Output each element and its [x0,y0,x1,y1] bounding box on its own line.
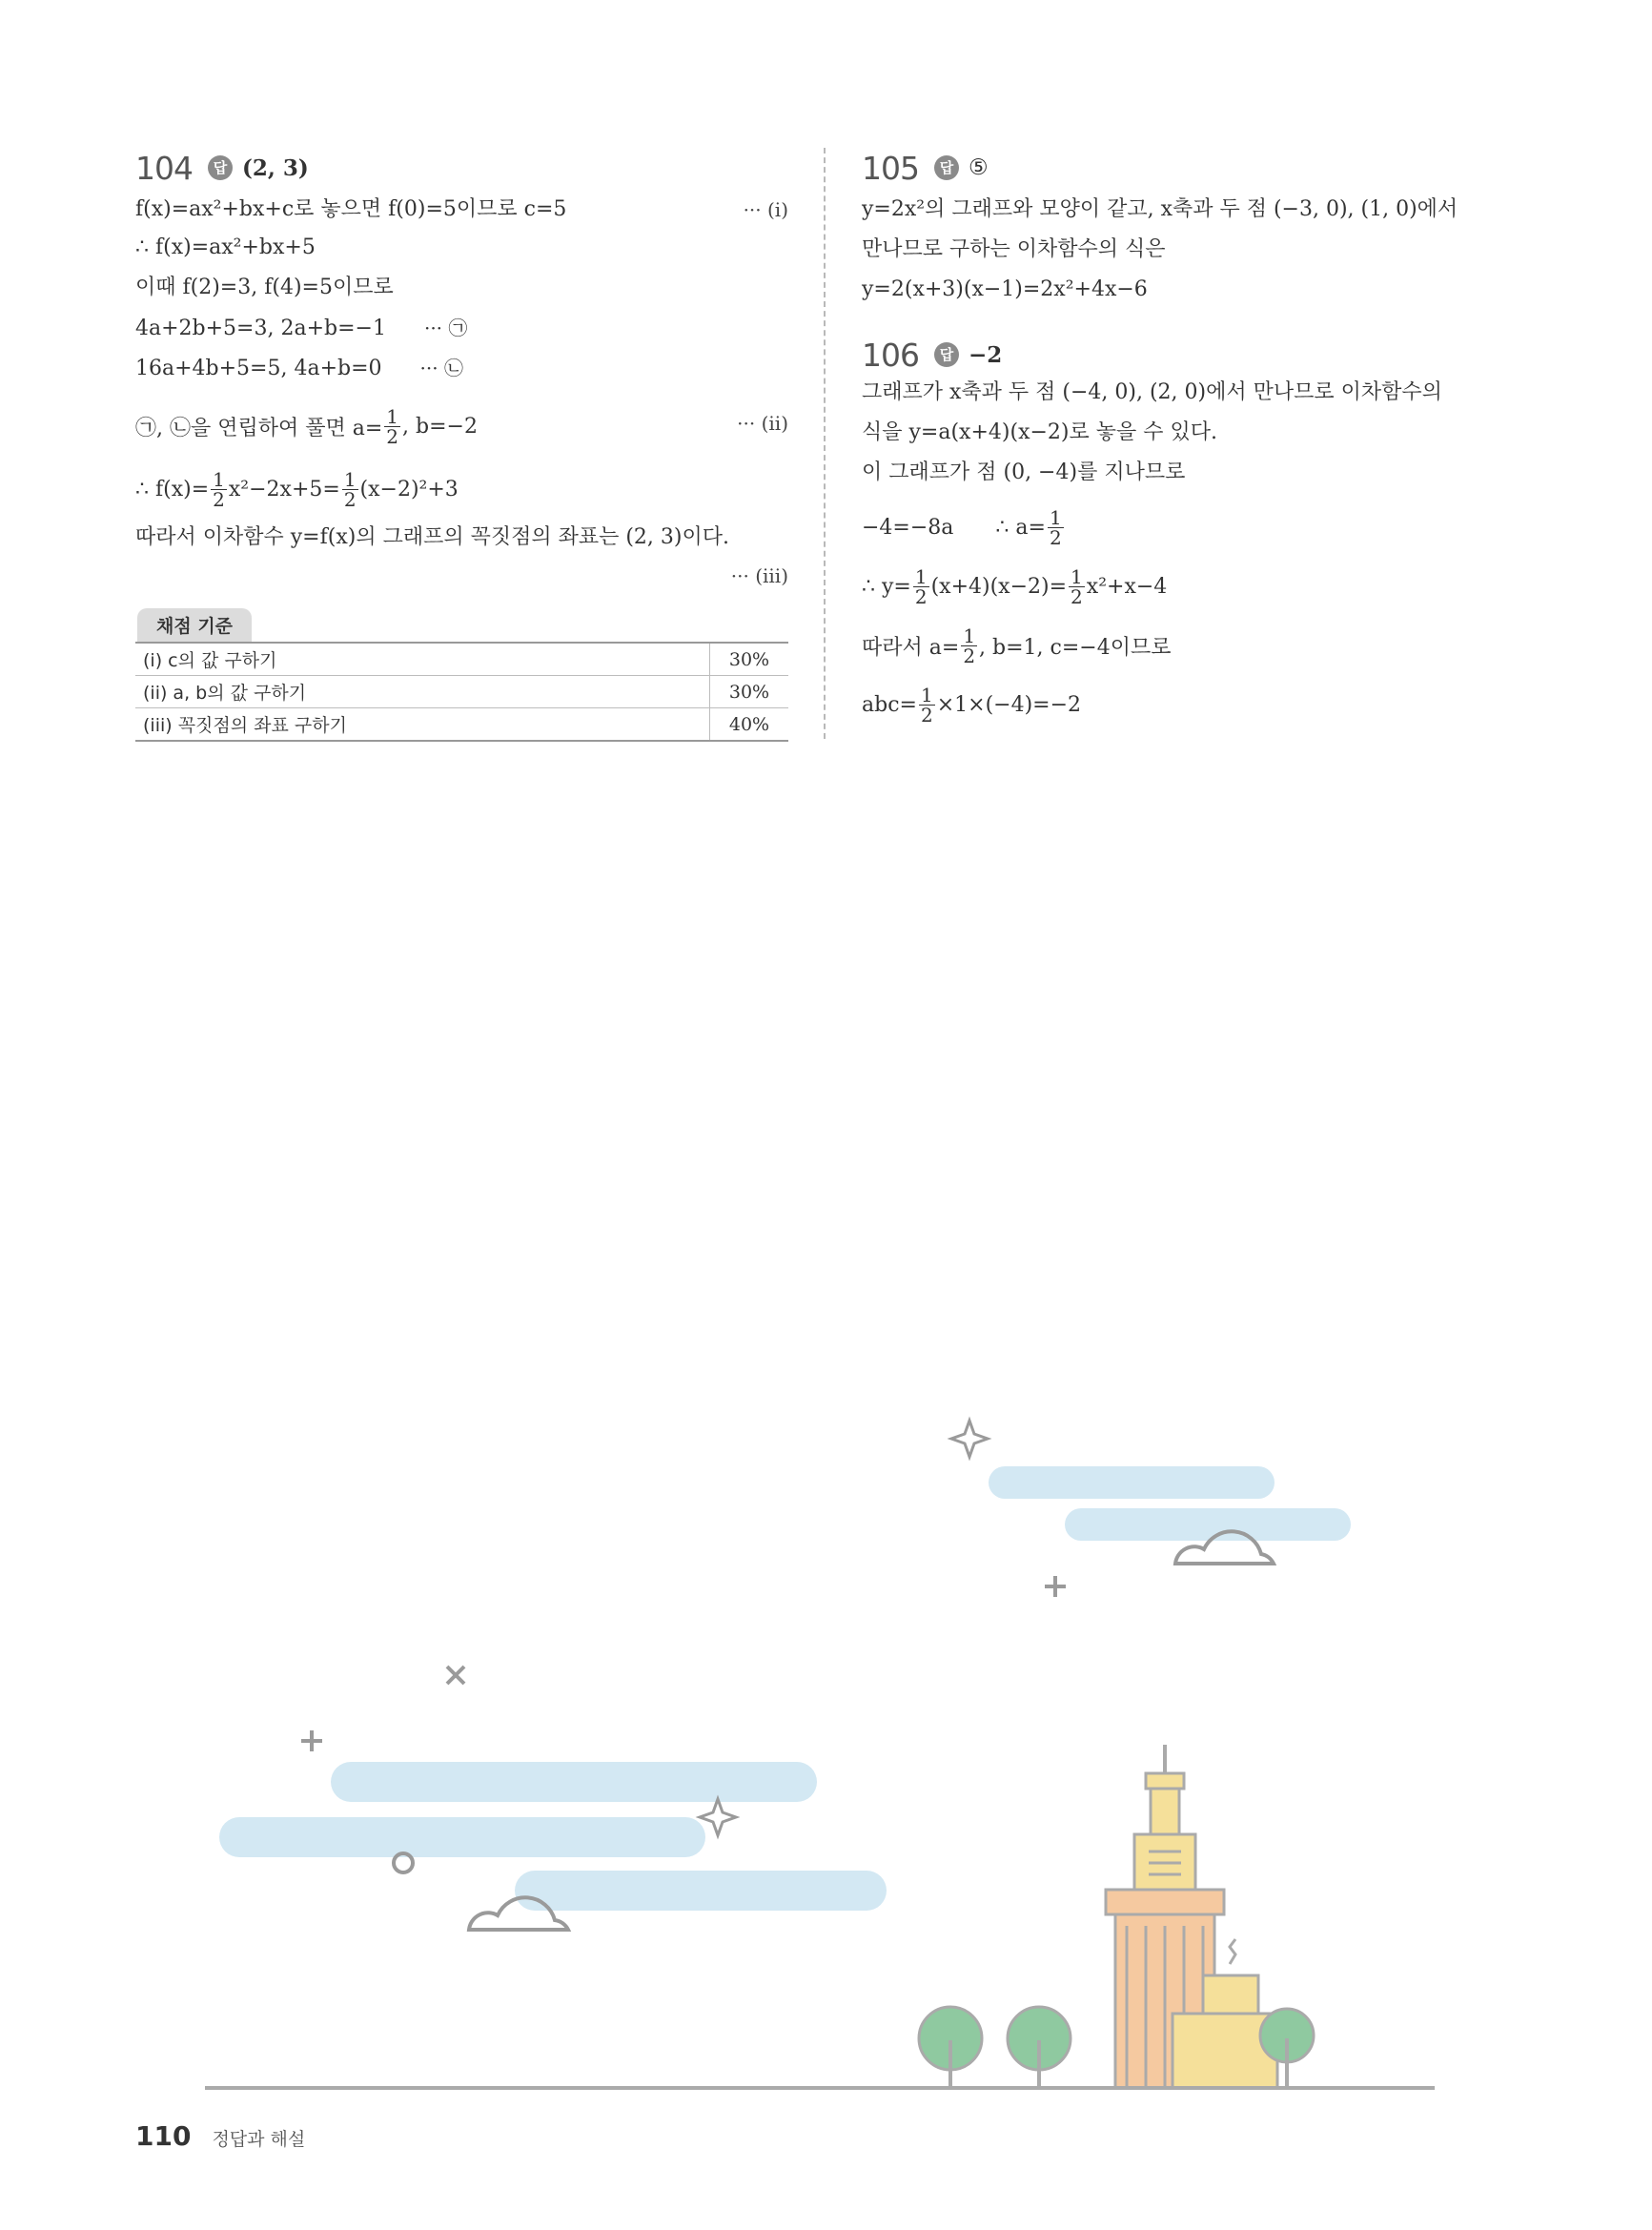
problem-105-header [862,143,1519,193]
answer-value: (2, 3) [242,154,309,181]
criteria-percent: 30% [710,643,789,676]
solution-line [862,196,1519,236]
solution-line [135,355,788,395]
table-row [135,643,788,676]
numerator: 1 [1049,505,1062,529]
fraction [211,467,227,511]
fraction [342,467,358,511]
solution-text: ∴ y= [862,574,911,599]
fraction [1069,564,1085,608]
problem-105 [862,143,1519,317]
solution-text: ∴ f(x)= [135,477,210,501]
fraction [1048,505,1064,549]
solution-line [862,498,1519,557]
criteria-percent: 30% [710,676,789,708]
solution-line [862,616,1519,675]
solution-text: 이 그래프가 점 (0, −4)를 지나므로 [862,460,1186,484]
problem-number: 106 [862,336,919,374]
solution-line [135,275,788,315]
problem-106 [862,330,1519,734]
solution-text: y=2(x+3)(x−1)=2x²+4x−6 [862,277,1148,301]
solution-text: ㉠, ㉡을 연립하여 풀면 a= [135,416,383,440]
numerator: 1 [213,467,225,491]
plus-icon [1045,1576,1066,1597]
page-number: 110 [135,2120,192,2152]
solution-text: f(x)=ax²+bx+c로 놓으면 f(0)=5이므로 c=5 [135,197,567,221]
tree-icon [1260,2009,1314,2088]
tree-icon [1008,2007,1071,2088]
page-footer [135,2120,305,2152]
column-divider [824,148,826,739]
answer-badge: 답 [208,155,233,180]
solution-text: 식을 y=a(x+4)(x−2)로 놓을 수 있다. [862,420,1217,444]
solution-text: 16a+4b+5=5, 4a+b=0 [135,357,382,380]
fraction [919,685,935,725]
solution-line [862,460,1519,498]
grading-criteria [135,608,788,742]
numerator: 1 [386,404,399,428]
solution-text: ×1×(−4)=−2 [936,692,1082,717]
problem-106-header [862,330,1519,379]
denominator: 2 [386,424,399,448]
denominator: 2 [213,487,225,511]
answer-badge: 답 [934,155,959,180]
problem-number: 105 [862,149,919,187]
solution-text: abc= [862,692,917,717]
equation-marker: ··· ㉠ [423,317,468,339]
solution-text: 따라서 a= [862,635,960,660]
sparkle-icon [951,1421,988,1457]
solution-line [135,235,788,275]
outline-cloud-icon [1175,1531,1274,1564]
office-building [1173,1939,1277,2088]
problem-104 [135,143,788,597]
solution-line [862,276,1519,317]
fraction [913,564,929,608]
criteria-label: (i) c의 값 구하기 [135,643,710,676]
solution-text: , b=−2 [402,414,478,439]
solution-line [135,524,788,563]
ring-icon [394,1853,413,1872]
denominator: 2 [343,487,357,511]
step-marker: ··· (iii) [730,564,788,587]
tower-building [1106,1745,1224,2088]
fraction [384,404,400,448]
solution-text: 따라서 이차함수 y=f(x)의 그래프의 꼭짓점의 좌표는 (2, 3)이다. [135,525,729,549]
solution-text: y=2x²의 그래프와 모양이 같고, x축과 두 점 (−3, 0), (1, 0)에서 [862,197,1458,221]
numerator: 1 [1071,564,1083,588]
criteria-title: 채점 기준 [137,608,252,642]
solution-text: (x−2)²+3 [359,477,459,501]
solution-line [862,557,1519,616]
numerator: 1 [963,624,976,647]
solution-text: , b=1, c=−4이므로 [979,635,1172,660]
solution-text: x²+x−4 [1086,574,1168,599]
solution-line [862,379,1519,419]
criteria-percent: 40% [710,708,789,742]
solution-line [862,675,1519,734]
numerator: 1 [920,683,933,706]
solution-line [135,315,788,355]
solution-text: 만나므로 구하는 이차함수의 식은 [862,237,1166,261]
numerator: 1 [914,564,928,588]
solution-text: 4a+2b+5=3, 2a+b=−1 [135,317,386,340]
criteria-label: (ii) a, b의 값 구하기 [135,676,710,708]
tree-icon [919,2007,982,2088]
solution-text: 그래프가 x축과 두 점 (−4, 0), (2, 0)에서 만나므로 이차함수의 [862,380,1442,404]
table-row [135,676,788,708]
solution-text: (x+4)(x−2)= [930,574,1068,599]
solution-text: x²−2x+5= [228,477,340,501]
fraction [961,626,977,665]
answer-badge: 답 [934,342,959,367]
outline-cloud-icon [469,1897,568,1930]
solution-line [135,196,788,235]
denominator: 2 [1071,584,1083,608]
sparkle-icon [700,1799,736,1835]
solution-line [135,395,788,458]
table-row [135,708,788,742]
criteria-table [135,642,788,742]
answer-value: ⑤ [969,155,989,180]
cloud-bands [219,1466,1351,1911]
solution-line [862,236,1519,276]
problem-104-header [135,143,788,193]
solution-line [135,458,788,521]
answer-value: −2 [969,341,1003,368]
criteria-label: (iii) 꼭짓점의 좌표 구하기 [135,708,710,742]
plus-icon [301,1730,322,1751]
solution-text: 이때 f(2)=3, f(4)=5이므로 [135,276,394,299]
cross-icon [447,1667,464,1684]
step-marker: ··· (ii) [737,412,788,435]
problem-number: 104 [135,149,193,187]
denominator: 2 [914,584,928,608]
footer-title: 정답과 해설 [212,2129,306,2150]
denominator: 2 [963,644,976,667]
solution-text: ∴ f(x)=ax²+bx+5 [135,235,316,259]
denominator: 2 [1049,525,1062,549]
denominator: 2 [920,703,933,726]
equation-marker: ··· ㉡ [419,357,463,379]
solution-text: −4=−8a [862,515,954,540]
numerator: 1 [343,467,357,491]
solution-line [862,419,1519,460]
step-marker: ··· (i) [743,198,788,221]
solution-text: ∴ a= [995,515,1046,540]
solution-line [135,563,788,597]
